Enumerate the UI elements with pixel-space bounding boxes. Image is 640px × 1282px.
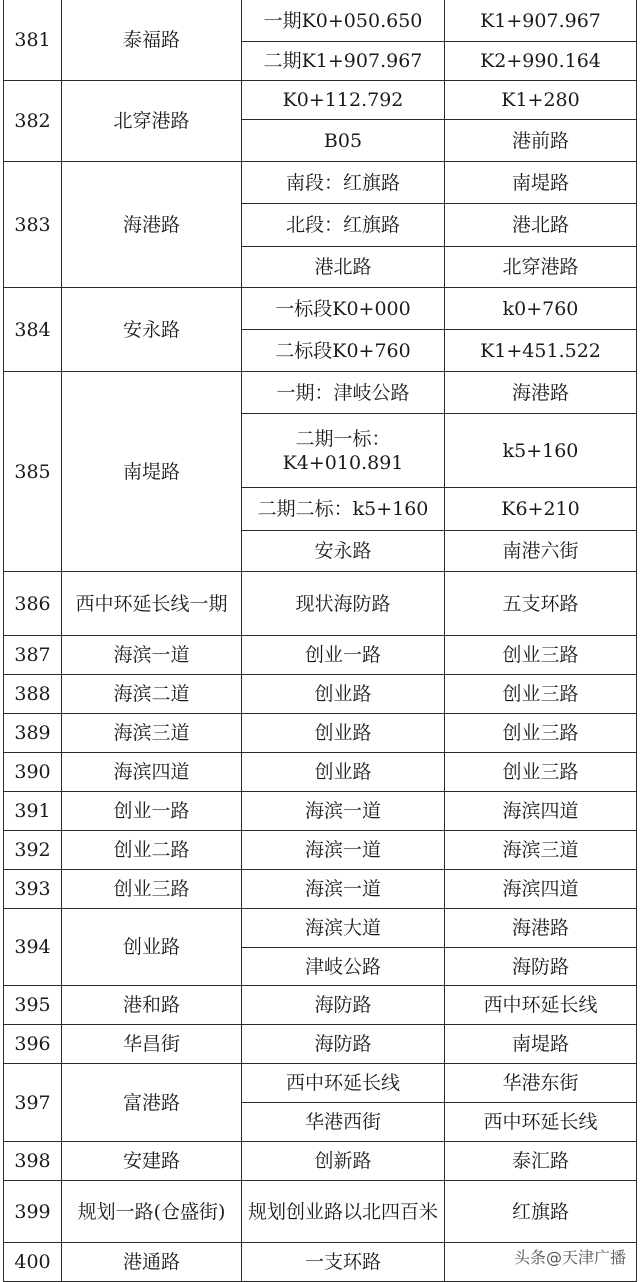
- row-number-cell: 388: [4, 675, 62, 714]
- road-name-cell: 创业二路: [62, 831, 242, 870]
- road-name-cell: 安永路: [62, 288, 242, 372]
- table-row: [4, 675, 637, 714]
- row-number-cell: 394: [4, 909, 62, 986]
- row-number-cell: 389: [4, 714, 62, 753]
- start-point-cell: 津岐公路: [242, 948, 445, 986]
- road-name-cell: 港和路: [62, 986, 242, 1025]
- start-point-cell: 海防路: [242, 986, 445, 1025]
- end-point-cell: 海滨四道: [445, 792, 637, 831]
- table-row: [4, 986, 637, 1025]
- road-name-cell: 海滨一道: [62, 636, 242, 675]
- end-point-cell: K1+907.967: [445, 0, 637, 42]
- table-row: [4, 572, 637, 636]
- start-point-cell: 规划创业路以北四百米: [242, 1181, 445, 1243]
- start-point-cell: 二标段K0+760: [242, 330, 445, 372]
- road-name-cell: 创业路: [62, 909, 242, 986]
- end-point-cell: K2+990.164: [445, 42, 637, 81]
- end-point-cell: 南港六街: [445, 531, 637, 572]
- end-point-cell: K1+451.522: [445, 330, 637, 372]
- start-point-cell: 一标段K0+000: [242, 288, 445, 330]
- start-point-cell: 南段：红旗路: [242, 162, 445, 204]
- road-name-cell: 海滨三道: [62, 714, 242, 753]
- end-point-cell: 南堤路: [445, 1025, 637, 1064]
- road-name-cell: 华昌街: [62, 1025, 242, 1064]
- row-number-cell: 400: [4, 1243, 62, 1282]
- road-table: [3, 0, 637, 1282]
- end-point-cell: 创业三路: [445, 753, 637, 792]
- end-point-cell: 海港路: [445, 909, 637, 948]
- end-point-cell: K6+210: [445, 488, 637, 531]
- table-row: [4, 1181, 637, 1243]
- end-point-cell: 泰汇路: [445, 1142, 637, 1181]
- road-name-cell: 西中环延长线一期: [62, 572, 242, 636]
- start-point-cell: 创业路: [242, 753, 445, 792]
- start-point-cell: 海滨一道: [242, 792, 445, 831]
- start-point-cell: 海滨一道: [242, 831, 445, 870]
- end-point-cell: 创业三路: [445, 636, 637, 675]
- end-point-cell: 西中环延长线: [445, 986, 637, 1025]
- start-point-cell: 一支环路: [242, 1243, 445, 1282]
- end-point-cell: 港前路: [445, 120, 637, 162]
- road-name-cell: 港通路: [62, 1243, 242, 1282]
- row-number-cell: 397: [4, 1064, 62, 1142]
- table-row: [4, 714, 637, 753]
- end-point-cell: 创业三路: [445, 675, 637, 714]
- row-number-cell: 395: [4, 986, 62, 1025]
- end-point-cell: 海港路: [445, 372, 637, 414]
- table-row: [4, 870, 637, 909]
- end-point-cell: k5+160: [445, 414, 637, 488]
- end-point-cell: k0+760: [445, 288, 637, 330]
- row-number-cell: 386: [4, 572, 62, 636]
- start-point-cell: 华港西街: [242, 1103, 445, 1142]
- table-row: [4, 288, 637, 330]
- road-name-cell: 规划一路(仓盛街): [62, 1181, 242, 1243]
- row-number-cell: 383: [4, 162, 62, 288]
- end-point-cell: 华港东街: [445, 1064, 637, 1103]
- row-number-cell: 391: [4, 792, 62, 831]
- start-point-cell: 海滨大道: [242, 909, 445, 948]
- end-point-cell: 南堤路: [445, 162, 637, 204]
- end-point-cell: 海滨三道: [445, 831, 637, 870]
- road-name-cell: 泰福路: [62, 0, 242, 81]
- start-point-cell: 港北路: [242, 247, 445, 288]
- table-row: [4, 1064, 637, 1103]
- end-point-cell: 海滨四道: [445, 870, 637, 909]
- start-point-cell: 一期：津岐公路: [242, 372, 445, 414]
- end-point-cell: 五支环路: [445, 572, 637, 636]
- row-number-cell: 381: [4, 0, 62, 81]
- end-point-cell: 创业三路: [445, 714, 637, 753]
- road-name-cell: 北穿港路: [62, 81, 242, 162]
- table-row: [4, 0, 637, 42]
- road-name-cell: 海滨二道: [62, 675, 242, 714]
- row-number-cell: 382: [4, 81, 62, 162]
- row-number-cell: 390: [4, 753, 62, 792]
- row-number-cell: 384: [4, 288, 62, 372]
- start-point-cell: 创业一路: [242, 636, 445, 675]
- end-point-cell: 红旗路: [445, 1181, 637, 1243]
- start-point-cell: 一期K0+050.650: [242, 0, 445, 42]
- start-point-cell: 创业路: [242, 714, 445, 753]
- start-point-cell: 创业路: [242, 675, 445, 714]
- table-row: [4, 636, 637, 675]
- start-point-cell: 二期二标：k5+160: [242, 488, 445, 531]
- table-row: [4, 909, 637, 948]
- road-name-cell: 富港路: [62, 1064, 242, 1142]
- row-number-cell: 392: [4, 831, 62, 870]
- start-point-cell: 西中环延长线: [242, 1064, 445, 1103]
- row-number-cell: 399: [4, 1181, 62, 1243]
- start-point-cell: 二期一标：K4+010.891: [242, 414, 445, 488]
- end-point-cell: K1+280: [445, 81, 637, 120]
- road-name-cell: 海滨四道: [62, 753, 242, 792]
- end-point-cell: 海防路: [445, 948, 637, 986]
- road-name-cell: 海港路: [62, 162, 242, 288]
- table-row: [4, 831, 637, 870]
- start-point-cell: 海滨一道: [242, 870, 445, 909]
- road-name-cell: 创业三路: [62, 870, 242, 909]
- row-number-cell: 385: [4, 372, 62, 572]
- end-point-cell: 北穿港路: [445, 247, 637, 288]
- road-name-cell: 创业一路: [62, 792, 242, 831]
- start-point-cell: B05: [242, 120, 445, 162]
- row-number-cell: 398: [4, 1142, 62, 1181]
- road-name-cell: 南堤路: [62, 372, 242, 572]
- end-point-cell: 西中环延长线: [445, 1103, 637, 1142]
- start-point-cell: 海防路: [242, 1025, 445, 1064]
- start-point-cell: K0+112.792: [242, 81, 445, 120]
- table-row: [4, 792, 637, 831]
- table-row: [4, 162, 637, 204]
- table-row: [4, 81, 637, 120]
- start-point-cell: 安永路: [242, 531, 445, 572]
- table-row: [4, 753, 637, 792]
- table-row: [4, 372, 637, 414]
- table-row: [4, 1142, 637, 1181]
- row-number-cell: 396: [4, 1025, 62, 1064]
- start-point-cell: 二期K1+907.967: [242, 42, 445, 81]
- road-name-cell: 安建路: [62, 1142, 242, 1181]
- table-row: [4, 1025, 637, 1064]
- start-point-cell: 北段：红旗路: [242, 204, 445, 247]
- watermark: 头条@天津广播: [512, 1245, 628, 1268]
- end-point-cell: 港北路: [445, 204, 637, 247]
- row-number-cell: 393: [4, 870, 62, 909]
- row-number-cell: 387: [4, 636, 62, 675]
- start-point-cell: 现状海防路: [242, 572, 445, 636]
- start-point-cell: 创新路: [242, 1142, 445, 1181]
